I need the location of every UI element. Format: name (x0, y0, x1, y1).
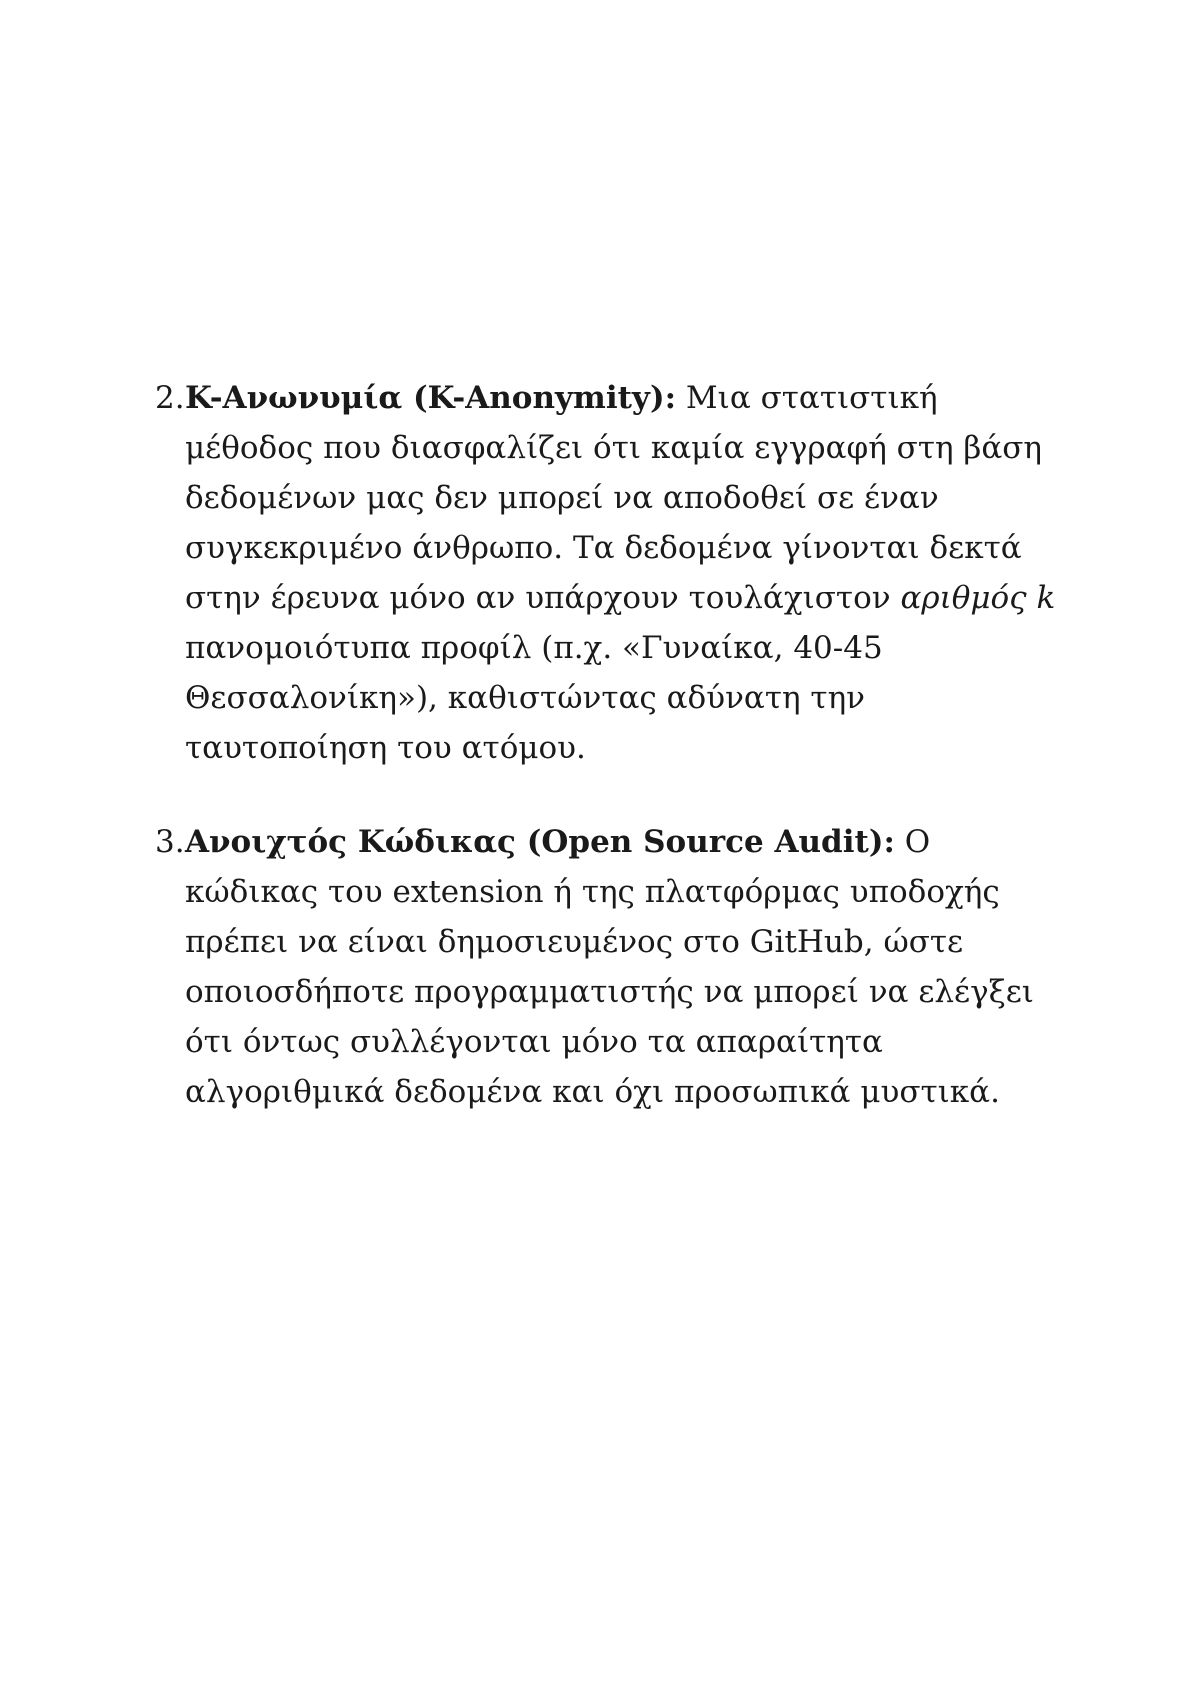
list-item-line: ταυτοποίηση του ατόμου. (185, 730, 586, 766)
list-item-line: Θεσσαλονίκη»), καθιστώντας αδύνατη την (185, 680, 865, 716)
list-item-line: δεδομένων μας δεν μπορεί να αποδοθεί σε έναν (185, 480, 939, 516)
list-item-open-source-audit (155, 817, 1055, 1117)
list-item-first-line (155, 373, 1055, 423)
list-item-line: πανομοιότυπα προφίλ (π.χ. «Γυναίκα, 40-45 (185, 630, 883, 666)
list-item-line: οποιοσδήποτε προγραμματιστής να μπορεί να ελέγξει (185, 974, 1034, 1010)
list-item-line: ότι όντως συλλέγονται μόνο τα απαραίτητα (185, 1024, 883, 1060)
list-item-line: πρέπει να είναι δημοσιευμένος στο GitHub, ώστε (185, 924, 964, 960)
list-item-text: στην έρευνα μόνο αν υπάρχουν τουλάχιστον (185, 580, 901, 616)
italic-term: αριθμός k (900, 580, 1056, 616)
list-item-line (155, 573, 1055, 623)
list-item-term: Ανοιχτός Κώδικας (Open Source Audit): (185, 824, 895, 860)
list-item-text: Ο (894, 824, 931, 860)
list-item-line: συγκεκριμένο άνθρωπο. Τα δεδομένα γίνονται δεκτά (185, 530, 1022, 566)
list-number: 2. (155, 380, 185, 416)
list-item-line: αλγοριθμικά δεδομένα και όχι προσωπικά μυστικά. (185, 1074, 1000, 1110)
list-item-line: μέθοδος που διασφαλίζει ότι καμία εγγραφή στη βάση (185, 430, 1042, 466)
list-item-line: κώδικας του extension ή της πλατφόρμας υποδοχής (185, 874, 1000, 910)
list-item-first-line (155, 817, 1055, 867)
list-item-k-anonymity (155, 373, 1055, 773)
list-item-text: Μια στατιστική (676, 380, 938, 416)
list-item-term: K-Ανωνυμία (K-Anonymity): (185, 380, 677, 416)
list-number: 3. (155, 824, 185, 860)
